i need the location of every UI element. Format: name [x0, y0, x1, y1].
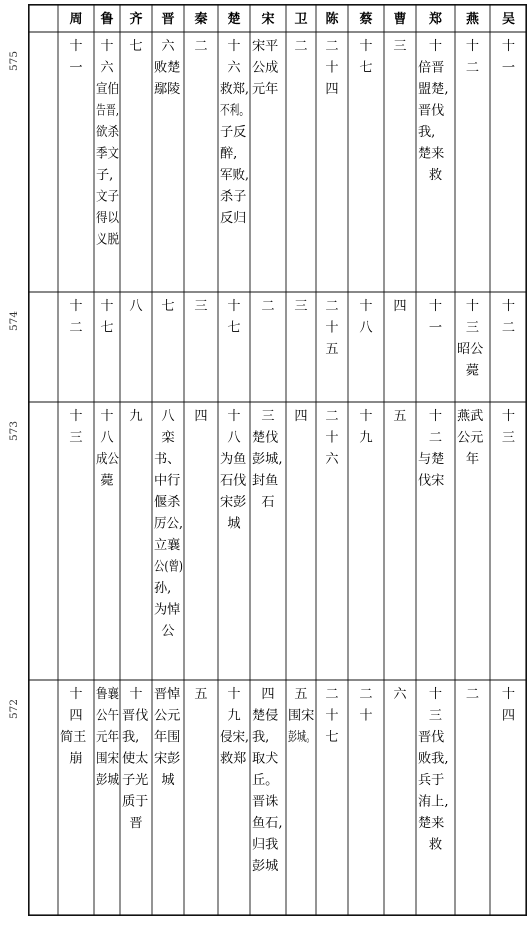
- cell-text-line: 年: [465, 452, 480, 467]
- cell-text-line: 公: [161, 624, 175, 639]
- cell-text-line: 救郑: [220, 751, 247, 767]
- cell-text-line: 楚伐: [252, 430, 279, 446]
- cell-text-line: 四: [294, 409, 308, 424]
- cell-text-line: 晋伐: [418, 730, 445, 745]
- cell-text-line: 二: [428, 430, 443, 446]
- table-cell: [129, 38, 142, 54]
- cell-text-line: 六: [325, 452, 339, 467]
- cell-text-line: 燕武: [457, 409, 484, 424]
- cell-text-line: 五: [325, 342, 339, 357]
- cell-text-line: 二: [359, 687, 373, 702]
- cell-text-line: 洧上,: [418, 794, 449, 810]
- cell-text-line: 三: [465, 320, 480, 336]
- table-cell: [418, 408, 444, 489]
- cell-text-line: 十: [501, 687, 516, 702]
- cell-text-line: 季文: [96, 146, 123, 162]
- cell-text-line: 十: [100, 299, 114, 314]
- cell-text-line: 不利。: [220, 103, 260, 119]
- cell-text-line: 倍晋: [418, 60, 445, 76]
- cell-text-line: 公成: [252, 60, 279, 76]
- cell-text-line: 封鱼: [252, 473, 279, 489]
- cell-text-line: 公午: [96, 708, 123, 724]
- cell-text-line: 十: [69, 687, 83, 702]
- cell-text-line: 城: [161, 773, 175, 788]
- state-header: 鲁: [100, 12, 114, 27]
- cell-text-line: 八: [227, 430, 241, 446]
- cell-text-line: 二: [465, 687, 480, 702]
- table-cell: [96, 408, 123, 489]
- cell-text-line: 醉,: [220, 146, 238, 162]
- cell-text-line: 十: [465, 299, 480, 314]
- cell-text-line: 归我: [252, 837, 279, 853]
- cell-text-line: 二: [325, 409, 339, 424]
- cell-text-line: 围宋: [288, 708, 315, 724]
- cell-text-line: 元年: [96, 730, 123, 745]
- cell-text-line: 晋伐: [122, 708, 149, 724]
- year-label: 572: [8, 698, 20, 720]
- cell-text-line: 四: [325, 82, 339, 97]
- year-label: 573: [8, 420, 20, 442]
- cell-text-line: 质于: [122, 794, 149, 810]
- table-cell: [96, 686, 123, 788]
- table-cell: [261, 299, 274, 314]
- state-header: 蔡: [359, 12, 373, 27]
- table-cell: [252, 408, 283, 510]
- cell-text-line: 元年: [252, 82, 279, 97]
- cell-text-line: 十: [325, 708, 339, 724]
- cell-text-line: 十: [227, 409, 241, 424]
- table-cell: [129, 408, 142, 424]
- cell-text-line: 子反: [220, 125, 247, 140]
- cell-text-line: 子,: [96, 168, 114, 183]
- cell-text-line: 四: [501, 708, 516, 724]
- cell-text-line: 兵于: [418, 773, 445, 788]
- cell-text-line: 公元: [154, 708, 181, 724]
- cell-text-line: 薨: [465, 363, 480, 379]
- cell-text-line: 十: [359, 39, 373, 54]
- table-cell: [154, 409, 191, 639]
- cell-text-line: 九: [129, 409, 143, 424]
- cell-text-line: 为鱼: [220, 452, 247, 467]
- cell-text-line: 杀子: [220, 189, 247, 205]
- cell-text-line: 三: [261, 409, 275, 424]
- table-cell: [418, 686, 449, 853]
- cell-text-line: 三: [393, 39, 407, 54]
- cell-text-line: 十: [501, 39, 516, 54]
- cell-text-line: 告晋,: [96, 103, 127, 119]
- cell-text-line: 欲杀: [96, 125, 123, 140]
- cell-text-line: 盟楚,: [418, 82, 449, 97]
- cell-text-line: 三: [428, 708, 443, 724]
- cell-text-line: 反归: [220, 211, 247, 226]
- table-cell: [220, 686, 249, 767]
- cell-text-line: 二: [294, 39, 308, 54]
- cell-text-line: 简王: [60, 730, 87, 745]
- cell-text-line: 四: [194, 409, 208, 424]
- cell-text-line: 宋彭: [154, 751, 181, 767]
- table-cell: [393, 38, 406, 54]
- table-cell: [288, 686, 328, 745]
- table-cell: [429, 298, 442, 336]
- cell-text-line: 二: [261, 299, 275, 314]
- cell-text-line: 二: [325, 687, 339, 702]
- cell-text-line: 围宋: [96, 751, 123, 767]
- cell-text-line: 伐宋: [418, 473, 445, 489]
- state-header: 周: [69, 12, 83, 27]
- cell-text-line: 得以: [96, 211, 123, 226]
- cell-text-line: 救郑,: [220, 82, 251, 97]
- table-cell: [359, 408, 372, 446]
- cell-text-line: 我,: [122, 730, 140, 745]
- state-header: 楚: [227, 12, 241, 27]
- state-header: 卫: [294, 12, 308, 27]
- table-cell: [393, 686, 407, 702]
- cell-text-line: 使太: [122, 751, 149, 767]
- cell-text-line: 七: [100, 320, 114, 336]
- cell-text-line: 八: [129, 299, 143, 314]
- cell-text-line: 救: [428, 837, 443, 853]
- cell-text-line: 崩: [69, 751, 83, 767]
- cell-text-line: 丘。: [252, 773, 279, 788]
- state-header: 燕: [465, 12, 480, 27]
- cell-text-line: 七: [129, 39, 143, 54]
- cell-text-line: 十: [69, 409, 83, 424]
- cell-text-line: 书、: [154, 452, 181, 467]
- table-cell: [457, 298, 483, 379]
- cell-text-line: 一: [69, 60, 83, 76]
- cell-text-line: 二: [325, 39, 339, 54]
- table-cell: [502, 38, 515, 76]
- table-cell: [100, 298, 113, 336]
- cell-text-line: 鲁襄: [96, 687, 123, 702]
- cell-text-line: 十: [325, 60, 339, 76]
- year-row: [69, 407, 515, 639]
- cell-text-line: 五: [294, 687, 308, 702]
- cell-text-line: 三: [294, 299, 308, 314]
- cell-text-line: 楚来: [418, 816, 445, 831]
- cell-text-line: 十: [428, 39, 443, 54]
- cell-text-line: 取犬: [252, 751, 279, 767]
- table-cell: [294, 39, 307, 54]
- year-row: [69, 298, 515, 379]
- table-cell: [194, 408, 207, 424]
- cell-text-line: 彭城。: [288, 730, 328, 745]
- table-cell: [294, 408, 307, 424]
- cell-text-line: 义脱: [96, 232, 123, 248]
- year-label: 574: [8, 310, 20, 332]
- cell-text-line: 三: [69, 430, 83, 446]
- cell-text-line: 与楚: [418, 452, 445, 467]
- cell-text-line: 城: [227, 516, 241, 532]
- table-cell: [418, 38, 449, 183]
- table-cell: [96, 38, 127, 248]
- cell-text-line: 八: [359, 320, 373, 336]
- cell-text-line: 四: [69, 708, 83, 724]
- state-header: 宋: [261, 12, 275, 27]
- cell-text-line: 二: [194, 39, 208, 54]
- cell-text-line: 十: [100, 39, 114, 54]
- cell-text-line: 九: [359, 430, 373, 446]
- cell-text-line: 彭城: [252, 859, 279, 874]
- cell-text-line: 十: [100, 409, 114, 424]
- cell-text-line: 十: [359, 708, 373, 724]
- cell-text-line: 十: [428, 687, 443, 702]
- state-header: 陈: [325, 12, 339, 27]
- state-header: 秦: [194, 12, 208, 27]
- cell-text-line: 十: [359, 299, 373, 314]
- cell-text-line: 败我,: [418, 751, 449, 767]
- table-cell: [325, 299, 338, 357]
- cell-text-line: 文子: [96, 189, 123, 205]
- table-cell: [154, 38, 180, 97]
- table-cell: [194, 686, 207, 702]
- cell-text-line: 立襄: [154, 538, 181, 553]
- cell-text-line: 三: [501, 430, 516, 446]
- cell-text-line: 五: [194, 687, 208, 702]
- cell-text-line: 六: [227, 60, 241, 76]
- table-cell: [457, 407, 483, 467]
- table-cell: [252, 686, 283, 874]
- cell-text-line: 九: [227, 708, 241, 724]
- table-cell: [466, 687, 479, 702]
- table-cell: [220, 38, 260, 226]
- cell-text-line: 薨: [100, 473, 114, 489]
- cell-text-line: 成公: [96, 452, 123, 467]
- cell-text-line: 厉公,: [154, 516, 185, 532]
- cell-text-line: 十: [69, 299, 83, 314]
- cell-text-line: 中行: [154, 473, 181, 489]
- cell-text-line: 四: [261, 687, 275, 702]
- cell-text-line: 偃杀: [154, 495, 181, 510]
- table-cell: [294, 298, 307, 314]
- cell-text-line: 七: [359, 60, 373, 76]
- table-cell: [194, 39, 207, 54]
- cell-text-line: 十: [227, 39, 241, 54]
- cell-text-line: 十: [465, 39, 480, 54]
- cell-text-line: 宋平: [252, 39, 279, 54]
- table-body: [60, 38, 515, 874]
- table-cell: [60, 686, 86, 767]
- cell-text-line: 昭公: [457, 342, 484, 357]
- cell-text-line: 八: [161, 409, 175, 424]
- table-cell: [359, 298, 372, 336]
- cell-text-line: 一: [501, 60, 516, 76]
- state-header: 吴: [501, 12, 516, 27]
- table-cell: [325, 39, 338, 97]
- table-cell: [393, 408, 406, 424]
- cell-text-line: 十: [69, 39, 83, 54]
- cell-text-line: 我,: [252, 730, 270, 745]
- cell-text-line: 公元: [457, 430, 484, 446]
- cell-text-line: 十: [501, 299, 516, 314]
- table-cell: [502, 408, 515, 446]
- cell-text-line: 十: [129, 687, 143, 702]
- cell-text-line: 晋: [129, 816, 143, 831]
- cell-text-line: 十: [428, 409, 443, 424]
- cell-text-line: 十: [501, 409, 516, 424]
- table-cell: [220, 408, 246, 532]
- table-cell: [359, 38, 372, 76]
- cell-text-line: 为悼: [154, 602, 181, 618]
- cell-text-line: 子光: [122, 773, 149, 788]
- cell-text-line: 彭城,: [252, 452, 283, 467]
- year-row: [60, 685, 515, 874]
- table-cell: [69, 38, 82, 76]
- cell-text-line: 败楚: [154, 60, 181, 76]
- year-row: [69, 38, 515, 248]
- cell-text-line: 五: [393, 409, 407, 424]
- cell-text-line: 侵宋,: [220, 730, 251, 745]
- cell-text-line: 楚来: [418, 146, 445, 162]
- cell-text-line: 公(曾): [154, 559, 191, 575]
- cell-text-line: 十: [325, 320, 339, 336]
- cell-text-line: 二: [69, 320, 83, 336]
- table-cell: [325, 409, 339, 467]
- table-cell: [69, 298, 82, 336]
- cell-text-line: 十: [227, 299, 241, 314]
- cell-text-line: 七: [227, 320, 241, 336]
- table-cell: [122, 686, 148, 831]
- cell-text-line: 一: [428, 320, 443, 336]
- cell-text-line: 鄢陵: [154, 82, 181, 97]
- cell-text-line: 二: [501, 320, 516, 336]
- cell-text-line: 四: [393, 299, 407, 314]
- cell-text-line: 二: [325, 299, 339, 314]
- year-label: 575: [8, 50, 20, 72]
- cell-text-line: 七: [161, 299, 175, 314]
- cell-text-line: 六: [393, 687, 407, 702]
- cell-text-line: 晋悼: [154, 687, 181, 702]
- table-cell: [69, 408, 82, 446]
- cell-text-line: 军败,: [220, 168, 251, 183]
- cell-text-line: 十: [359, 409, 373, 424]
- cell-text-line: 七: [325, 730, 339, 745]
- table-cell: [227, 298, 240, 336]
- cell-text-line: 十: [325, 430, 339, 446]
- state-header: 晋: [161, 12, 175, 27]
- cell-text-line: 石: [261, 495, 275, 510]
- cell-text-line: 彭城: [96, 773, 123, 788]
- table-cell: [325, 687, 338, 745]
- cell-text-line: 十: [428, 299, 443, 314]
- cell-text-line: 晋诛: [252, 794, 279, 810]
- cell-text-line: 宋彭: [220, 495, 247, 510]
- cell-text-line: 晋伐: [418, 103, 445, 119]
- cell-text-line: 六: [161, 39, 175, 54]
- cell-text-line: 石伐: [220, 473, 247, 489]
- cell-text-line: 八: [100, 430, 114, 446]
- state-header: 郑: [428, 12, 443, 27]
- table-cell: [466, 38, 479, 76]
- table-cell: [194, 298, 207, 314]
- chronology-table: [28, 4, 527, 916]
- state-header: 曹: [393, 12, 407, 27]
- table-cell: [359, 687, 372, 724]
- cell-text-line: 鱼石,: [252, 816, 283, 831]
- cell-text-line: 二: [465, 60, 480, 76]
- cell-text-line: 我,: [418, 125, 436, 140]
- cell-text-line: 十: [227, 687, 241, 702]
- cell-text-line: 年围: [154, 730, 181, 745]
- cell-text-line: 三: [194, 299, 208, 314]
- table-header-row: [69, 11, 515, 27]
- table-cell: [129, 299, 142, 314]
- state-header: 齐: [129, 12, 143, 27]
- table-cell: [502, 298, 515, 336]
- table-cell: [252, 38, 278, 97]
- cell-text-line: 救: [428, 168, 443, 183]
- table-cell: [154, 685, 180, 788]
- cell-text-line: 栾: [161, 430, 175, 446]
- table-cell: [502, 686, 515, 724]
- cell-text-line: 孙,: [154, 581, 172, 596]
- table-cell: [393, 298, 406, 314]
- cell-text-line: 六: [100, 60, 114, 76]
- cell-text-line: 宣伯: [96, 82, 123, 97]
- cell-text-line: 楚侵: [252, 708, 279, 724]
- table-cell: [161, 298, 174, 314]
